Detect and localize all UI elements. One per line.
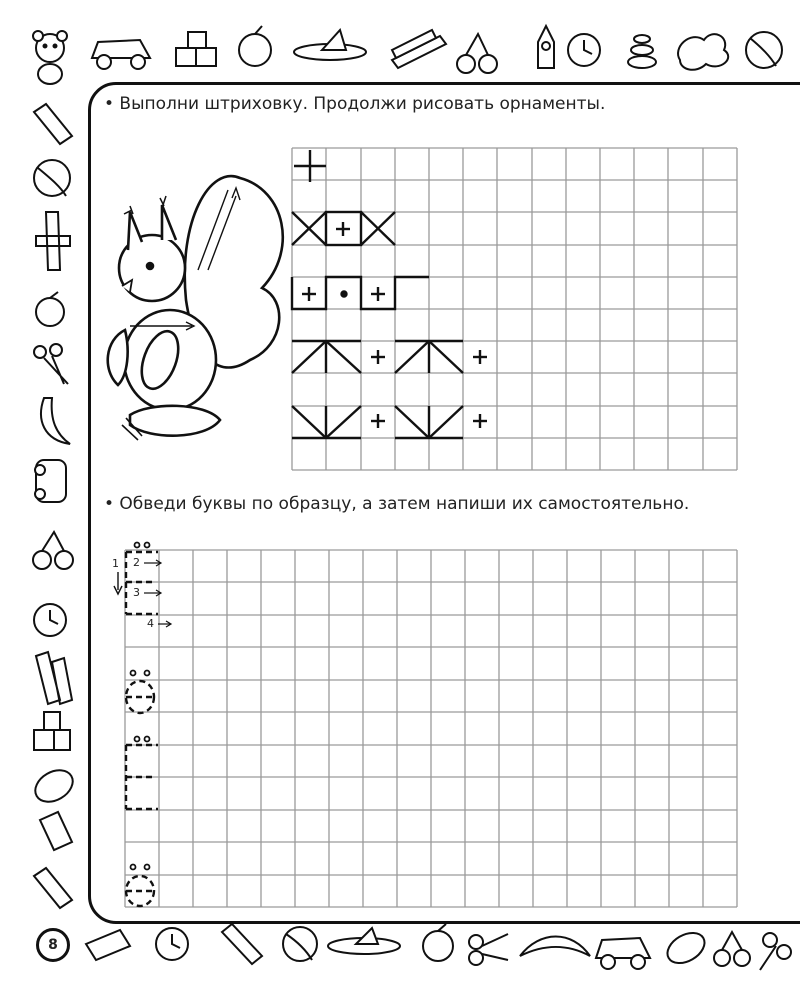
task-1-instruction: • Выполни штриховку. Продолжи рисовать орнаменты. [104, 94, 606, 114]
blocks-icon [176, 32, 216, 66]
alarm-clock-icon [34, 604, 66, 636]
rocket-icon [538, 26, 554, 68]
page-number: 8 [36, 928, 70, 962]
crayon-icon [222, 924, 262, 964]
alarm-clock-icon [568, 34, 600, 66]
stroke-number-3: 3 [133, 586, 140, 599]
airplane-icon [294, 30, 366, 60]
car-icon [35, 460, 66, 502]
scissors-icon [469, 934, 508, 965]
apple-icon [239, 26, 271, 66]
crayons-icon [392, 30, 446, 68]
teddy-bear-icon [33, 31, 67, 84]
banana-icon [41, 398, 70, 444]
top-icon-border [33, 26, 782, 84]
stroke-order-hints [112, 556, 171, 630]
ball-icon [34, 160, 70, 196]
letter-samples [126, 552, 158, 906]
blocks-icon [34, 712, 70, 750]
ball-icon [746, 32, 782, 68]
airplane-icon [328, 928, 400, 954]
pyramid-toy-icon [628, 35, 656, 68]
cherries-icon [714, 932, 750, 966]
letter-grid [125, 550, 737, 907]
apple-icon [423, 924, 453, 961]
ball-icon [283, 927, 317, 961]
alarm-clock-icon [156, 928, 188, 960]
airplane-icon [36, 212, 70, 270]
squirrel-illustration [108, 176, 283, 440]
scissors-icon [760, 933, 791, 970]
cherries-icon [33, 532, 73, 569]
bottom-icon-border [86, 924, 791, 970]
car-icon [596, 938, 650, 969]
stroke-number-1: 1 [112, 557, 119, 570]
scissors-icon [34, 344, 68, 384]
stroke-number-2: 2 [133, 556, 140, 569]
rocket-icon [86, 930, 130, 960]
ornament-patterns [292, 150, 487, 438]
stroke-number-4: 4 [147, 617, 154, 630]
task-2-instruction: • Обведи буквы по образцу, а затем напиши их самостоятельно. [104, 494, 690, 514]
banana-icon [520, 937, 590, 957]
cherries-icon [457, 34, 497, 73]
crayon-icon [34, 868, 72, 908]
car-icon [92, 40, 150, 69]
rocket-icon [40, 812, 72, 850]
ornament-grid [292, 148, 737, 470]
lemon-icon [30, 764, 79, 808]
bush-icon [678, 34, 728, 70]
crayon-icon [34, 104, 72, 144]
lemon-icon [662, 927, 710, 970]
crayons-icon [36, 652, 72, 704]
apple-icon [36, 292, 64, 326]
left-icon-border [30, 104, 79, 908]
